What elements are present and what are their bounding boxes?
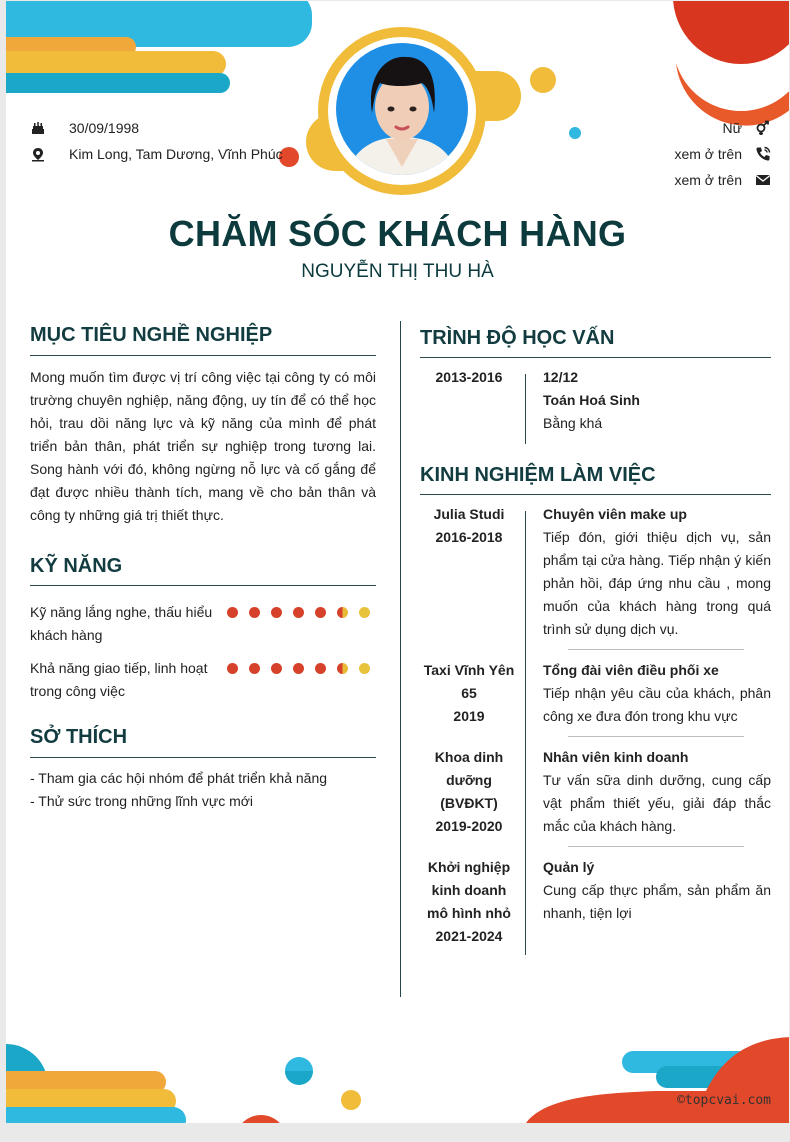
gender-icon (755, 120, 771, 136)
rating-dot (315, 663, 326, 674)
gender-text: Nữ (722, 120, 742, 136)
cake-icon (30, 120, 46, 136)
experience-desc: Tiếp đón, giới thiệu dịch vụ, sản phẩm tại cửa hàng. Tiếp nhận ý kiến phản hồi, đáp ứng nhu cầu , mong muốn của khách hàng trong quá trình sử dụng dịch vụ. (543, 529, 771, 637)
education-major: Toán Hoá Sinh (543, 392, 640, 408)
objective-rule (30, 355, 376, 356)
experience-period: 2019-2020 (435, 818, 503, 834)
hobby-item-1: - Tham gia các hội nhóm để phát triển khả năng (30, 770, 328, 786)
experience-company: Khoa dinh dưỡng (BVĐKT) (434, 749, 504, 811)
experience-item-3-right (543, 746, 771, 838)
experience-item-3-left (420, 746, 518, 838)
experience-period: 2019 (453, 708, 485, 724)
address-text: Kim Long, Tam Dương, Vĩnh Phúc (69, 146, 283, 162)
experience-role: Chuyên viên make up (543, 506, 687, 522)
phone-row (674, 146, 771, 162)
watermark: ©topcvai.com (677, 1093, 771, 1108)
rating-dot (337, 663, 348, 674)
rating-dot (337, 607, 348, 618)
rating-dot (271, 607, 282, 618)
rating-dot (359, 663, 370, 674)
education-period: 2013-2016 (435, 369, 503, 385)
education-rule (420, 357, 771, 358)
hobby-item-2: - Thử sức trong những lĩnh vực mới (30, 793, 254, 809)
experience-item-4-left (420, 856, 518, 948)
phone-text: xem ở trên (674, 146, 742, 162)
experience-period: 2021-2024 (435, 928, 503, 944)
rating-dot (315, 607, 326, 618)
education-school: 12/12 (543, 369, 579, 385)
resume-page (6, 1, 789, 1123)
rating-dot (359, 607, 370, 618)
experience-item-2-left (420, 659, 518, 728)
job-title: CHĂM SÓC KHÁCH HÀNG (168, 213, 627, 254)
education-grade: Bằng khá (543, 415, 603, 431)
rating-dot (227, 663, 238, 674)
rating-dot (249, 607, 260, 618)
profile-photo (336, 43, 468, 175)
experience-separator (568, 649, 744, 650)
experience-desc: Tư vấn sữa dinh dưỡng, cung cấp vật phẩm thiết yếu, giải đáp thắc mắc của khách hàng. (543, 772, 771, 834)
experience-item-1-left (420, 503, 518, 549)
full-name: NGUYỄN THỊ THU HÀ (301, 261, 494, 282)
skill-name-1: Kỹ năng lắng nghe, thấu hiểu khách hàng (30, 604, 213, 643)
gender-row (723, 120, 771, 136)
rating-dot (271, 663, 282, 674)
mail-icon (755, 172, 771, 188)
experience-company: Khởi nghiệp kinh doanh mô hình nhỏ (427, 859, 511, 921)
rating-dot (293, 663, 304, 674)
experience-role: Nhân viên kinh doanh (543, 749, 689, 765)
location-icon (30, 146, 46, 162)
experience-company: Julia Studi (433, 506, 505, 522)
email-row (674, 172, 771, 188)
experience-item-4-right (543, 856, 771, 925)
address-row (30, 146, 283, 162)
education-timeline-line (525, 374, 526, 444)
rating-dot (249, 663, 260, 674)
experience-desc: Cung cấp thực phẩm, sản phẩm ăn nhanh, tiện lợi (543, 882, 771, 921)
column-divider (400, 321, 401, 997)
rating-dot (227, 607, 238, 618)
skills-rule (30, 585, 376, 586)
skills-heading: KỸ NĂNG (30, 555, 123, 577)
skill-name-2: Khả năng giao tiếp, linh hoạt trong công việc (30, 660, 208, 699)
hobbies-rule (30, 757, 376, 758)
skill-rating-2 (227, 663, 370, 674)
experience-timeline-line (525, 511, 526, 955)
experience-rule (420, 494, 771, 495)
experience-item-1-right (543, 503, 771, 641)
experience-period: 2016-2018 (435, 529, 503, 545)
objective-heading: MỤC TIÊU NGHỀ NGHIỆP (30, 324, 273, 346)
rating-dot (293, 607, 304, 618)
skill-rating-1 (227, 607, 370, 618)
birthday-row (30, 120, 139, 136)
experience-company: Taxi Vĩnh Yên 65 (423, 662, 515, 701)
phone-icon (755, 146, 771, 162)
email-text: xem ở trên (674, 172, 742, 188)
education-heading: TRÌNH ĐỘ HỌC VẤN (420, 327, 615, 349)
objective-text: Mong muốn tìm được vị trí công việc tại công ty có môi trường chuyên nghiệp, năng động, uy tín để có thể học hỏi, trau dồi năng lực và kỹ năng của mình để phát triển bản thân, phát triển sự nghiệp trong tương lai. Song hành với đó, không ngừng nỗ lực và cố gắng để đạt được nhiều thành tích, mang về cho bản thân và công ty những giá trị thiết thực. (30, 369, 376, 523)
education-entry (543, 366, 771, 435)
experience-desc: Tiếp nhận yêu cầu của khách, phân công xe đưa đón trong khu vực (543, 685, 771, 724)
experience-item-2-right (543, 659, 771, 728)
experience-separator (568, 736, 744, 737)
experience-separator (568, 846, 744, 847)
birthday-text: 30/09/1998 (69, 120, 140, 136)
experience-heading: KINH NGHIỆM LÀM VIỆC (420, 464, 656, 486)
experience-role: Quản lý (543, 859, 595, 875)
hobbies-heading: SỞ THÍCH (30, 726, 128, 748)
experience-role: Tổng đài viên điều phối xe (543, 662, 719, 678)
